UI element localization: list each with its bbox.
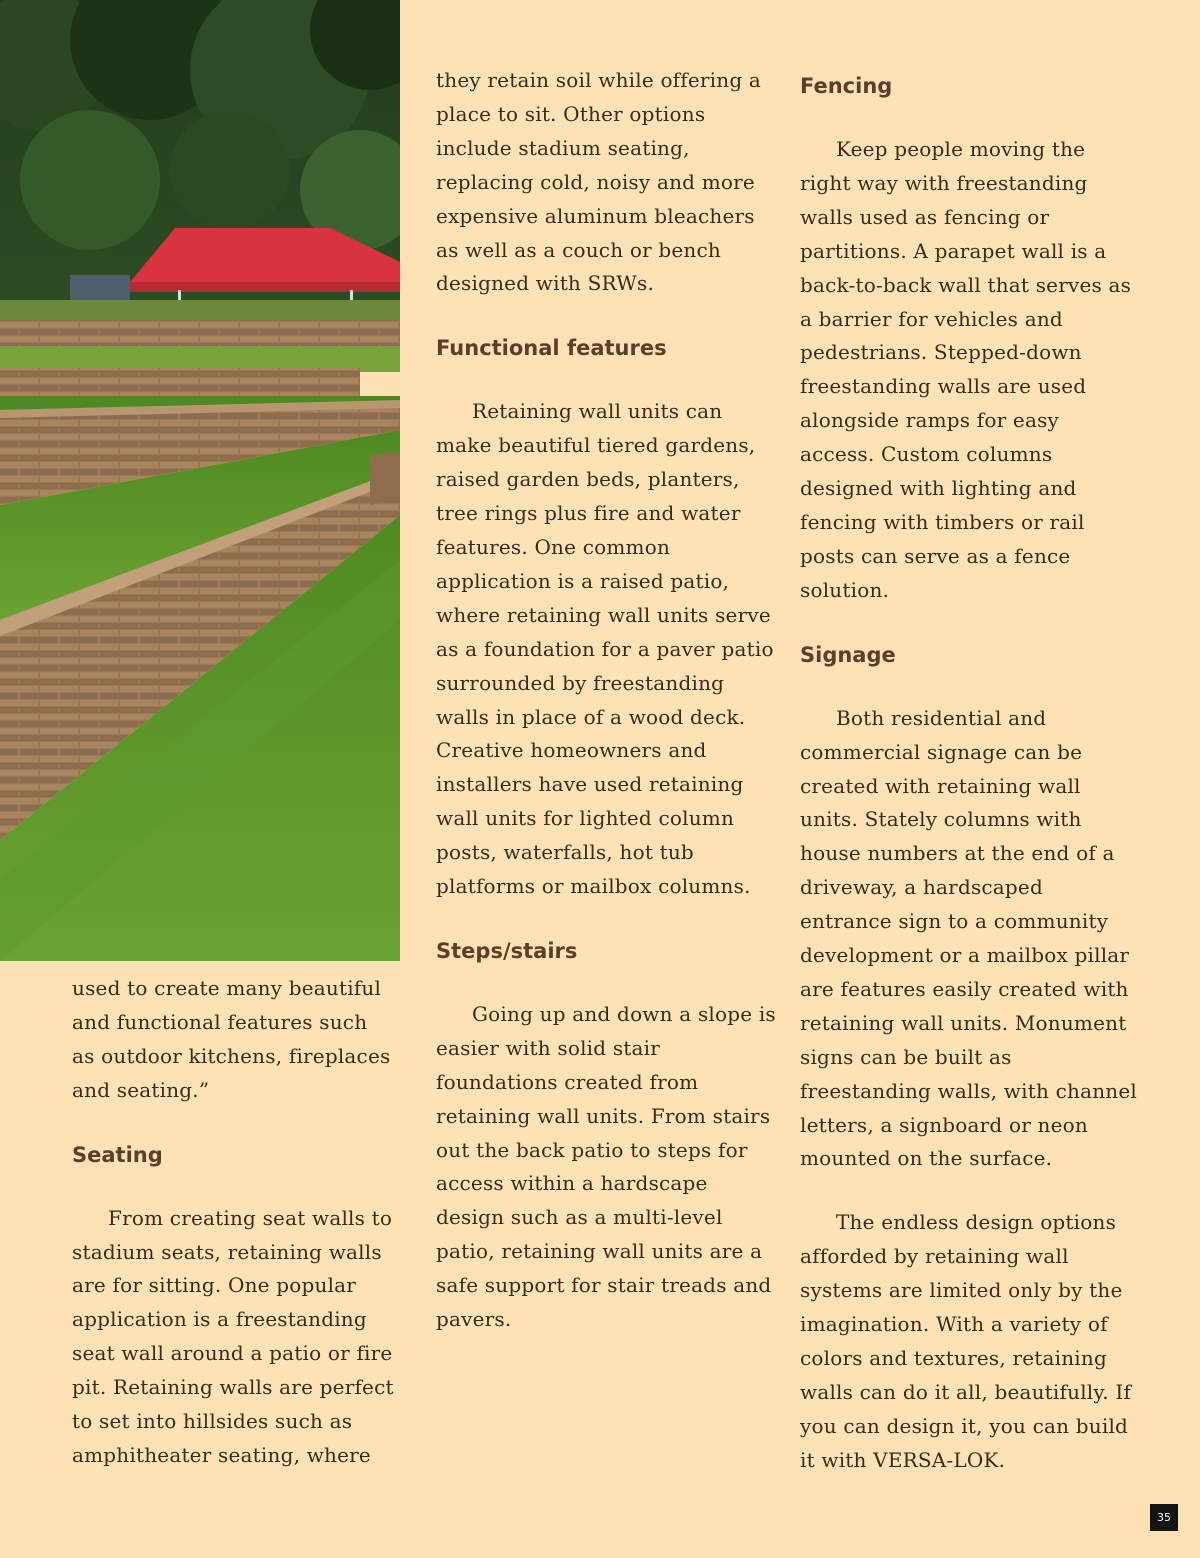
paragraph-seating: From creating seat walls to stadium seats, retaining walls are for sitting. One popular application is a freestanding seat wall around a patio or fire pit. Retaining walls are perfect to set into hillsides such as amphitheater seating, where: [72, 1205, 394, 1467]
paragraph-fencing: Keep people moving the right way with freestanding walls used as fencing or partitions. A parapet wall is a back-to-back wall that serves as a barrier for vehicles and pedestrians. Stepped-down freestanding walls are used alongside ramps for easy access. Custom columns designed with lighting and fencing with timbers or rail posts can serve as a fence solution.: [800, 137, 1132, 602]
heading-fencing: Fencing: [800, 74, 893, 98]
heading-functional-features: Functional features: [436, 336, 667, 361]
paragraph-signage: Both residential and commercial signage can be created with retaining wall units. Stately columns with house numbers at the end of a driveway, a hardscaped entrance sign to a community development or a mailbox pillar are features easily created with retaining wall units. Monument signs can be built as freestanding walls, with channel letters, a signboard or neon mounted on the surface.: [800, 705, 1137, 1171]
amphitheater-photo-icon: [0, 0, 400, 961]
heading-steps-stairs: Steps/stairs: [436, 938, 578, 963]
paragraph-functional-features: Retaining wall units can make beautiful tiered gardens, raised garden beds, planters, tree rings plus fire and water features. One common application is a raised patio, where retaining wall units serve as a foundation for a paver patio surrounded by freestanding walls in place of a wood deck. Creative homeowners and installers have used retaining wall units for lighted column posts, waterfalls, hot tub platforms or mailbox columns.: [436, 399, 774, 899]
paragraph-steps-stairs: Going up and down a slope is easier with solid stair foundations created from retaining wall units. From stairs out the back patio to steps for access within a hardscape design such as a multi-level patio, retaining wall units are a safe support for stair treads and pavers.: [436, 1001, 776, 1332]
heading-seating: Seating: [72, 1142, 163, 1167]
paragraph-seating-continued: they retain soil while offering a place to sit. Other options include stadium seating, replacing cold, noisy and more expensive aluminum bleachers as well as a couch or bench designed with SRWs.: [436, 68, 762, 296]
column-middle: [436, 64, 776, 1337]
page-number: 35: [1150, 1504, 1178, 1531]
column-left: [72, 972, 394, 1473]
column-right: [800, 69, 1140, 1478]
heading-signage: Signage: [800, 642, 896, 667]
paragraph-intro-continued: used to create many beautiful and functional features such as outdoor kitchens, fireplaces and seating.”: [72, 976, 391, 1102]
amphitheater-photo: [0, 0, 400, 961]
paragraph-closing: The endless design options afforded by retaining wall systems are limited only by the imagination. With a variety of colors and textures, retaining walls can do it all, beautifully. If you can design it, you can build it with VERSA-LOK.: [800, 1210, 1132, 1472]
